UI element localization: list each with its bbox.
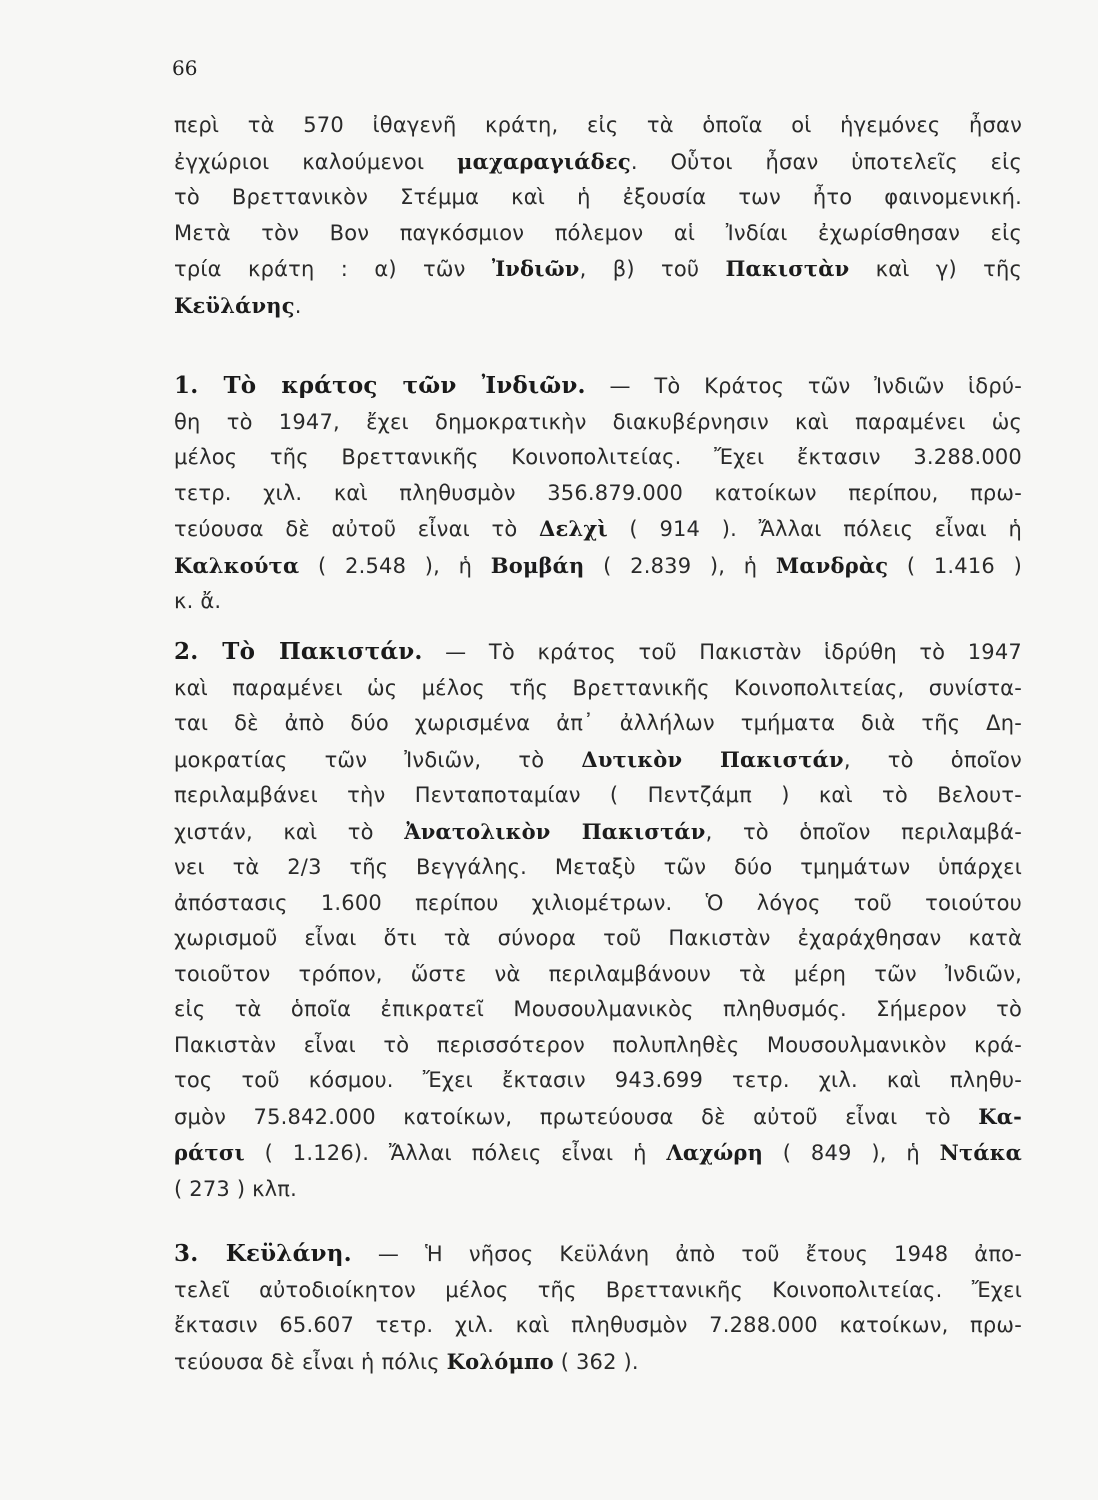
- text-line: τὸ Βρεττανικὸν Στέμμα καὶ ἡ ἐξουσία των ἦτο φαινομενική.: [174, 185, 1022, 209]
- text-line: κ. ἄ.: [174, 589, 222, 613]
- text-line: ται δὲ ἀπὸ δύο χωρισμένα ἀπ᾽ ἀλλήλων τμήματα διὰ τῆς Δη-: [174, 711, 1022, 735]
- text-line: τελεῖ αὐτοδιοίκητον μέλος τῆς Βρεττανικῆς Κοινοπολιτείας. Ἔχει: [174, 1277, 1022, 1302]
- emphasis-term: Κα-: [978, 1103, 1022, 1129]
- emphasis-term: Δυτικὸν Πακιστάν: [581, 746, 844, 772]
- text-line: θη τὸ 1947, ἔχει δημοκρατικὴν διακυβέρνησιν καὶ παραμένει ὡς: [174, 409, 1022, 434]
- text-line: τεύουσα δὲ εἶναι ἡ πόλις Κολόμπο ( 362 ).: [174, 1348, 639, 1374]
- emphasis-term: Μανδρὰς: [775, 552, 889, 578]
- emphasis-term: Πακιστὰν: [725, 256, 850, 281]
- text-line: Καλκούτα ( 2.548 ), ἡ Βομβάη ( 2.839 ), ἡ Μανδρὰς ( 1.416 ): [174, 552, 1022, 578]
- text-line: τετρ. χιλ. καὶ πληθυσμὸν 356.879.000 κατοίκων περίπου, πρω-: [174, 480, 1022, 505]
- text-line: ἀπόστασις 1.600 περίπου χιλιομέτρων. Ὁ λόγος τοῦ τοιούτου: [174, 890, 1022, 915]
- text-line: περιλαμβάνει τὴν Πενταποταμίαν ( Πεντζάμπ ) καὶ τὸ Βελουτ-: [174, 783, 1022, 807]
- emphasis-term: Δελχὶ: [539, 516, 608, 541]
- text-line: καὶ παραμένει ὡς μέλος τῆς Βρεττανικῆς Κοινοπολιτείας, συνίστα-: [174, 675, 1022, 700]
- text-line: τοιοῦτον τρόπον, ὥστε νὰ περιλαμβάνουν τὰ μέρη τῶν Ἰνδιῶν,: [174, 961, 1022, 986]
- text-line: μέλος τῆς Βρεττανικῆς Κοινοπολιτείας. Ἔχει ἔκτασιν 3.288.000: [174, 445, 1022, 469]
- text-line: μοκρατίας τῶν Ἰνδιῶν, τὸ Δυτικὸν Πακιστάν, τὸ ὁποῖον: [174, 746, 1022, 772]
- emphasis-term: Κεϋλάνης: [174, 292, 295, 318]
- text-line: Κεϋλάνης.: [174, 292, 302, 318]
- text-line: Μετὰ τὸν Βον παγκόσμιον πόλεμον αἱ Ἰνδίαι ἐχωρίσθησαν εἰς: [174, 220, 1022, 245]
- text-line: νει τὰ 2/3 τῆς Βεγγάλης. Μεταξὺ τῶν δύο τμημάτων ὑπάρχει: [174, 855, 1022, 879]
- emphasis-term: ράτσι: [174, 1140, 245, 1165]
- text-line: ( 273 ) κλπ.: [174, 1176, 298, 1201]
- emphasis-term: Λαχώρη: [666, 1140, 764, 1165]
- section-ceylon: [174, 1236, 1022, 1380]
- text-line: χωρισμοῦ εἶναι ὅτι τὰ σύνορα τοῦ Πακιστὰν ἐχαράχθησαν κατὰ: [174, 926, 1022, 950]
- text-line: τρία κράτη : α) τῶν Ἰνδιῶν, β) τοῦ Πακιστὰν καὶ γ) τῆς: [174, 256, 1022, 281]
- emphasis-term: Ἀνατολικὸν Πακιστάν: [404, 818, 706, 844]
- text-line: τος τοῦ κόσμου. Ἔχει ἔκτασιν 943.699 τετρ. χιλ. καὶ πληθυ-: [174, 1068, 1022, 1092]
- text-line: 3. Κεϋλάνη. — Ἡ νῆσος Κεϋλάνη ἀπὸ τοῦ ἔτους 1948 ἀπο-: [174, 1240, 1022, 1267]
- text-line: 1. Τὸ κράτος τῶν Ἰνδιῶν. — Τὸ Κράτος τῶν Ἰνδιῶν ἱδρύ-: [174, 372, 1022, 399]
- section-india: [174, 368, 1022, 620]
- section-heading: 1. Τὸ κράτος τῶν Ἰνδιῶν.: [174, 372, 586, 399]
- emphasis-term: Ντάκα: [939, 1140, 1022, 1165]
- page-number: 66: [172, 56, 198, 80]
- text-line: ἐγχώριοι καλούμενοι μαχαραγιάδες. Οὗτοι ἦσαν ὑποτελεῖς εἰς: [174, 148, 1022, 174]
- emphasis-term: Καλκούτα: [174, 552, 300, 578]
- text-line: χιστάν, καὶ τὸ Ἀνατολικὸν Πακιστάν, τὸ ὁποῖον περιλαμβά-: [174, 818, 1022, 844]
- text-line: ἔκτασιν 65.607 τετρ. χιλ. καὶ πληθυσμὸν 7.288.000 κατοίκων, πρω-: [174, 1313, 1022, 1337]
- section-heading: 3. Κεϋλάνη.: [174, 1240, 352, 1267]
- text-line: 2. Τὸ Πακιστάν. — Τὸ κράτος τοῦ Πακιστὰν ἱδρύθη τὸ 1947: [174, 638, 1022, 665]
- emphasis-term: Κολόμπο: [446, 1348, 554, 1374]
- text-line: ράτσι ( 1.126). Ἄλλαι πόλεις εἶναι ἡ Λαχώρη ( 849 ), ἡ Ντάκα: [174, 1140, 1022, 1165]
- text-line: εἰς τὰ ὁποῖα ἐπικρατεῖ Μουσουλμανικὸς πληθυσμός. Σήμερον τὸ: [174, 997, 1022, 1021]
- emphasis-term: Βομβάη: [490, 552, 585, 578]
- emphasis-term: Ἰνδιῶν: [491, 256, 580, 281]
- intro-paragraph: [174, 108, 1022, 324]
- emphasis-term: μαχαραγιάδες: [457, 148, 631, 174]
- text-line: σμὸν 75.842.000 κατοίκων, πρωτεύουσα δὲ αὐτοῦ εἶναι τὸ Κα-: [174, 1103, 1022, 1129]
- section-pakistan: [174, 634, 1022, 1207]
- text-line: περὶ τὰ 570 ἰθαγενῆ κράτη, εἰς τὰ ὁποῖα οἱ ἡγεμόνες ἦσαν: [174, 113, 1022, 137]
- text-line: τεύουσα δὲ αὐτοῦ εἶναι τὸ Δελχὶ ( 914 ). Ἄλλαι πόλεις εἶναι ἡ: [174, 516, 1022, 541]
- text-line: Πακιστὰν εἶναι τὸ περισσότερον πολυπληθὲς Μουσουλμανικὸν κρά-: [174, 1032, 1022, 1057]
- section-heading: 2. Τὸ Πακιστάν.: [174, 638, 423, 665]
